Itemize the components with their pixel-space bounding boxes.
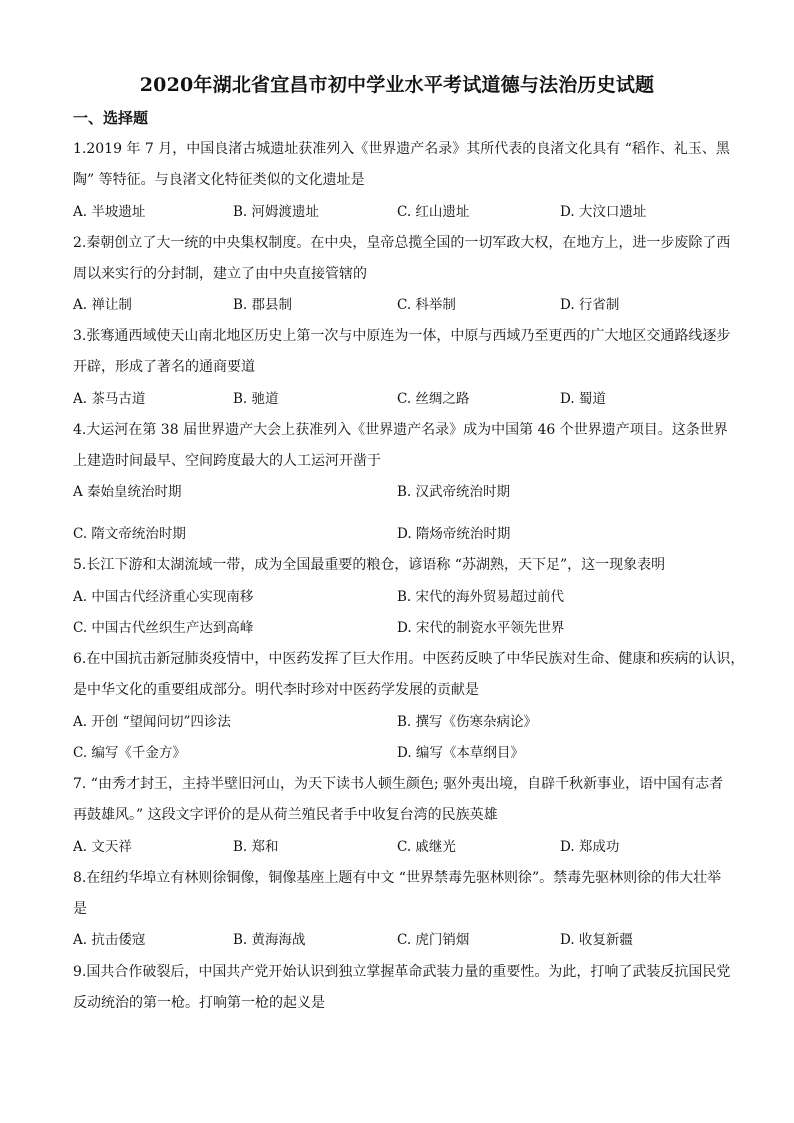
question-8-option-c: C. 虎门销烟: [397, 932, 470, 948]
section-heading: 一、选择题: [73, 109, 149, 127]
question-5-option-d: D. 宋代的制瓷水平领先世界: [397, 620, 565, 636]
question-2-line-2: 周以来实行的分封制，建立了由中央直接管辖的: [73, 266, 367, 282]
question-6-option-a: A. 开创 “望闻问切”四诊法: [73, 714, 231, 730]
question-5-option-a: A. 中国古代经济重心实现南移: [73, 589, 254, 605]
question-1-option-d: D. 大汶口遗址: [560, 204, 647, 220]
question-1-option-a: A. 半坡遗址: [73, 204, 146, 220]
question-5-option-b: B. 宋代的海外贸易超过前代: [397, 589, 565, 605]
question-7-line-1: 7. “由秀才封王，主持半壁旧河山，为天下读书人顿生颜色; 驱外夷出境，自辟千秋新事业，语中国有志者: [73, 776, 724, 792]
question-3-option-a: A. 茶马古道: [73, 391, 146, 407]
question-8-option-d: D. 收复新疆: [560, 932, 633, 948]
question-1-line-1: 1.2019 年 7 月，中国良渚古城遗址获准列入《世界遗产名录》其所代表的良渚文化具有 “稻作、礼玉、黑: [73, 141, 730, 157]
question-8-line-1: 8.在纽约华埠立有林则徐铜像，铜像基座上题有中文 “世界禁毒先驱林则徐”。禁毒先驱林则徐的伟大壮举: [73, 870, 722, 886]
question-2-option-c: C. 科举制: [397, 297, 456, 313]
question-3-option-c: C. 丝绸之路: [397, 391, 470, 407]
question-4-line-1: 4.大运河在第 38 届世界遗产大会上获准列入《世界遗产名录》成为中国第 46 个世界遗产项目。这条世界: [73, 422, 728, 438]
question-3-line-1: 3.张骞通西域使天山南北地区历史上第一次与中原连为一体，中原与西域乃至更西的广大地区交通路线逐步: [73, 328, 731, 344]
question-6-option-b: B. 撰写《伤寒杂病论》: [397, 714, 538, 730]
question-1-option-b: B. 河姆渡遗址: [233, 204, 320, 220]
question-5-option-c: C. 中国古代丝织生产达到高峰: [73, 620, 254, 636]
question-2-option-d: D. 行省制: [560, 297, 620, 313]
question-3-option-b: B. 驰道: [233, 391, 279, 407]
question-3-option-d: D. 蜀道: [560, 391, 606, 407]
question-4-option-c: C. 隋文帝统治时期: [73, 526, 186, 542]
question-9-line-1: 9.国共合作破裂后，中国共产党开始认识到独立掌握革命武装力量的重要性。为此，打响了武装反抗国民党: [73, 964, 731, 980]
question-6-option-d: D. 编写《本草纲目》: [397, 745, 524, 761]
question-1-line-2: 陶” 等特征。与良渚文化特征类似的文化遗址是: [73, 172, 365, 188]
page-title: 2020年湖北省宜昌市初中学业水平考试道德与法治历史试题: [139, 74, 655, 96]
question-6-line-2: 是中华文化的重要组成部分。明代李时珍对中医药学发展的贡献是: [73, 682, 479, 698]
question-8-line-2: 是: [73, 901, 87, 917]
question-7-option-d: D. 郑成功: [560, 839, 620, 855]
question-7-option-c: C. 戚继光: [397, 839, 456, 855]
question-8-option-a: A. 抗击倭寇: [73, 932, 146, 948]
question-5-line-1: 5.长江下游和太湖流域一带，成为全国最重要的粮仓，谚语称 “苏湖熟，天下足”，这一现象表明: [73, 557, 666, 573]
question-2-line-1: 2.秦朝创立了大一统的中央集权制度。在中央，皇帝总揽全国的一切军政大权，在地方上，进一步废除了西: [73, 235, 731, 251]
question-2-option-b: B. 郡县制: [233, 297, 293, 313]
question-4-line-2: 上建造时间最早、空间跨度最大的人工运河开凿于: [73, 453, 381, 469]
question-4-option-d: D. 隋炀帝统治时期: [397, 526, 511, 542]
question-2-option-a: A. 禅让制: [73, 297, 132, 313]
question-4-option-a: A 秦始皇统治时期: [73, 484, 182, 500]
question-9-line-2: 反动统治的第一枪。打响第一枪的起义是: [73, 995, 325, 1011]
question-8-option-b: B. 黄海海战: [233, 932, 306, 948]
question-6-option-c: C. 编写《千金方》: [73, 745, 186, 761]
question-4-option-b: B. 汉武帝统治时期: [397, 484, 511, 500]
question-3-line-2: 开辟，形成了著名的通商要道: [73, 359, 255, 375]
question-7-line-2: 再鼓雄风。” 这段文字评价的是从荷兰殖民者手中收复台湾的民族英雄: [73, 807, 498, 823]
question-6-line-1: 6.在中国抗击新冠肺炎疫情中，中医药发挥了巨大作用。中医药反映了中华民族对生命、健康和疾病的认识，: [73, 651, 745, 667]
question-7-option-a: A. 文天祥: [73, 839, 132, 855]
question-7-option-b: B. 郑和: [233, 839, 279, 855]
question-1-option-c: C. 红山遗址: [397, 204, 470, 220]
